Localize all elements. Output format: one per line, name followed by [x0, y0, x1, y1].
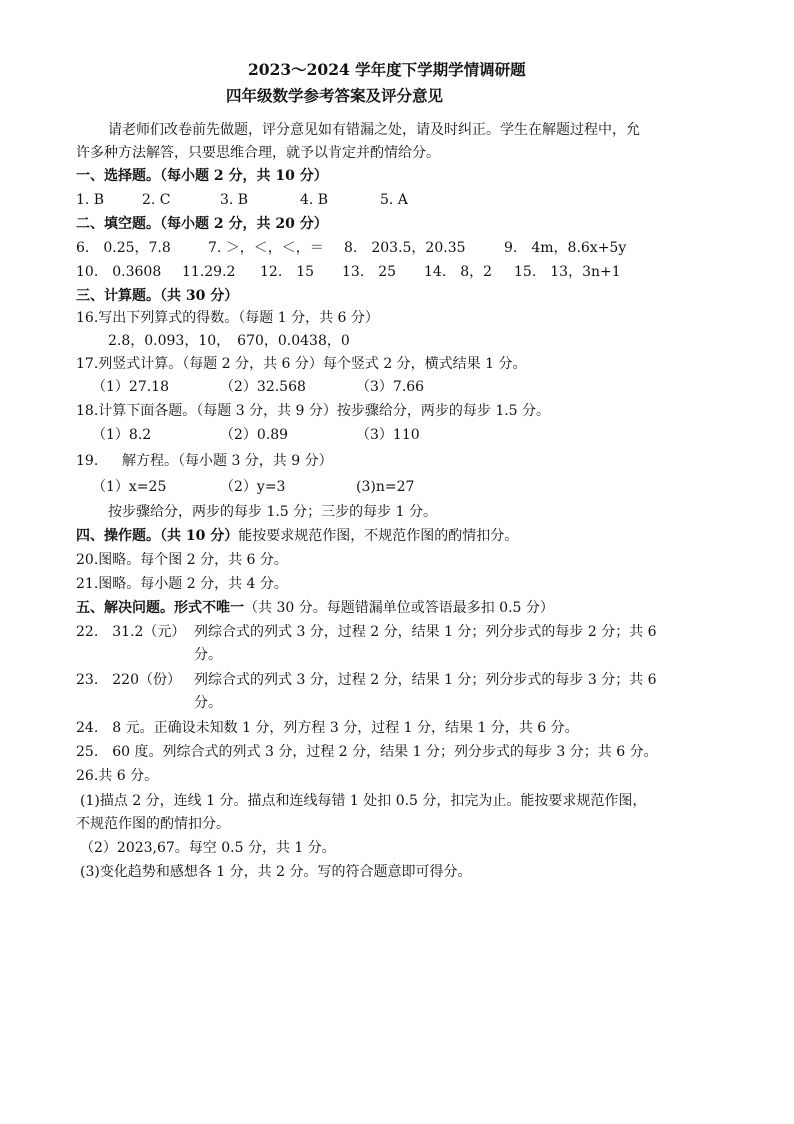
choice-answer: 1. B	[76, 192, 105, 208]
q18-text: 18.计算下面各题。（每题 3 分，共 9 分）按步骤给分，两步的每步 1.5 分。	[76, 403, 551, 419]
fill-answers-row-2	[76, 262, 621, 282]
fill-answer: 11.29.2	[182, 264, 236, 280]
q18-answers	[92, 425, 420, 445]
q25-text: 25. 60 度。列综合式的列式 3 分，过程 2 分，结果 1 分；列分步式的每步 3 分；共 6 分。	[76, 744, 658, 760]
section4-heading: 四、操作题。（共 10 分）	[76, 528, 239, 544]
q18-answer: （2）0.89	[220, 427, 289, 443]
q19-answer: （2）y=3	[220, 479, 286, 495]
q23-tail: 分。	[194, 695, 222, 711]
q22-answer: 22. 31.2（元）	[76, 624, 186, 640]
section5-heading: 五、解决问题。形式不唯一	[76, 600, 244, 616]
fill-answer: 13. 25	[342, 264, 397, 280]
intro-line-1: 请老师们改卷前先做题，评分意见如有错漏之处，请及时纠正。学生在解题过程中，允	[108, 122, 640, 138]
q22-scoring: 列综合式的列式 3 分，过程 2 分，结果 1 分；列分步式的每步 2 分；共 6	[194, 624, 657, 640]
fill-answer: 12. 15	[260, 264, 315, 280]
choice-answers-row	[76, 190, 408, 210]
q22-tail: 分。	[194, 647, 222, 663]
q16-answers: 2.8，0.093，10， 670，0.0438，0	[108, 333, 350, 349]
fill-answer: 7. ＞，＜，＜，＝	[208, 240, 324, 256]
section-heading-choice: 一、选择题。（每小题 2 分，共 10 分）	[76, 168, 328, 184]
q26-part1-a: (1)描点 2 分，连线 1 分。描点和连线每错 1 处扣 0.5 分，扣完为止。能按要求规范作图，	[80, 793, 647, 809]
fill-answer: 9. 4m，8.6x+5y	[504, 240, 627, 256]
q23-line	[76, 670, 657, 690]
fill-answer: 15. 13，3n+1	[514, 264, 621, 280]
q17-text: 17.列竖式计算。（每题 2 分，共 6 分）每个竖式 2 分，横式结果 1 分。	[76, 356, 527, 372]
q19-number: 19.	[76, 453, 99, 469]
section-heading-drawing	[76, 526, 518, 546]
q22-line	[76, 622, 657, 642]
choice-answer: 4. B	[300, 192, 329, 208]
q17-answers	[92, 377, 424, 397]
q23-scoring: 列综合式的列式 3 分，过程 2 分，结果 1 分；列分步式的每步 3 分；共 6	[194, 672, 657, 688]
choice-answer: 3. B	[220, 192, 249, 208]
section4-heading-rest: 能按要求规范作图，不规范作图的酌情扣分。	[238, 528, 519, 544]
section-heading-problems	[76, 598, 554, 618]
q24-text: 24. 8 元。正确设未知数 1 分，列方程 3 分，过程 1 分，结果 1 分，共 6 分。	[76, 720, 579, 736]
q16-text: 16.写出下列算式的得数。（每题 1 分，共 6 分）	[76, 310, 379, 326]
q19-text	[76, 451, 333, 471]
q26-part3: (3)变化趋势和感想各 1 分，共 2 分。写的符合题意即可得分。	[80, 864, 472, 880]
section5-heading-rest: （共 30 分。每题错漏单位或答语最多扣 0.5 分）	[244, 600, 554, 616]
section-heading-fill: 二、填空题。（每小题 2 分，共 20 分）	[76, 216, 328, 232]
page-subtitle: 四年级数学参考答案及评分意见	[226, 86, 444, 105]
q17-answer: （1）27.18	[92, 379, 169, 395]
q26-part1-b: 不规范作图的酌情扣分。	[76, 816, 230, 832]
q20-text: 20.图略。每个图 2 分，共 6 分。	[76, 552, 288, 568]
q19-answer: (3)n=27	[356, 479, 415, 495]
intro-line-2: 许多种方法解答，只要思维合理，就予以肯定并酌情给分。	[76, 145, 440, 161]
q18-answer: （3）110	[356, 427, 420, 443]
q17-answer: （3）7.66	[356, 379, 425, 395]
fill-answer: 8. 203.5，20.35	[344, 240, 466, 256]
fill-answer: 6. 0.25，7.8	[76, 240, 171, 256]
section-heading-calc: 三、计算题。（共 30 分）	[76, 288, 239, 304]
choice-answer: 2. C	[142, 192, 171, 208]
q19-note: 按步骤给分，两步的每步 1.5 分；三步的每步 1 分。	[108, 504, 437, 520]
q17-answer: （2）32.568	[220, 379, 306, 395]
q18-answer: （1）8.2	[92, 427, 152, 443]
fill-answer: 10. 0.3608	[76, 264, 162, 280]
fill-answers-row-1	[76, 238, 626, 258]
q19-answer: （1）x=25	[92, 479, 167, 495]
q19-title: 解方程。（每小题 3 分，共 9 分）	[122, 453, 333, 469]
q26-part2: （2）2023,67。每空 0.5 分，共 1 分。	[80, 840, 336, 856]
q26-text: 26.共 6 分。	[76, 768, 159, 784]
q21-text: 21.图略。每小题 2 分，共 4 分。	[76, 576, 288, 592]
q23-answer: 23. 220（份）	[76, 672, 181, 688]
choice-answer: 5. A	[380, 192, 408, 208]
fill-answer: 14. 8，2	[424, 264, 493, 280]
q19-answers	[92, 477, 414, 497]
page-title: 2023～2024 学年度下学期学情调研题	[248, 60, 526, 79]
